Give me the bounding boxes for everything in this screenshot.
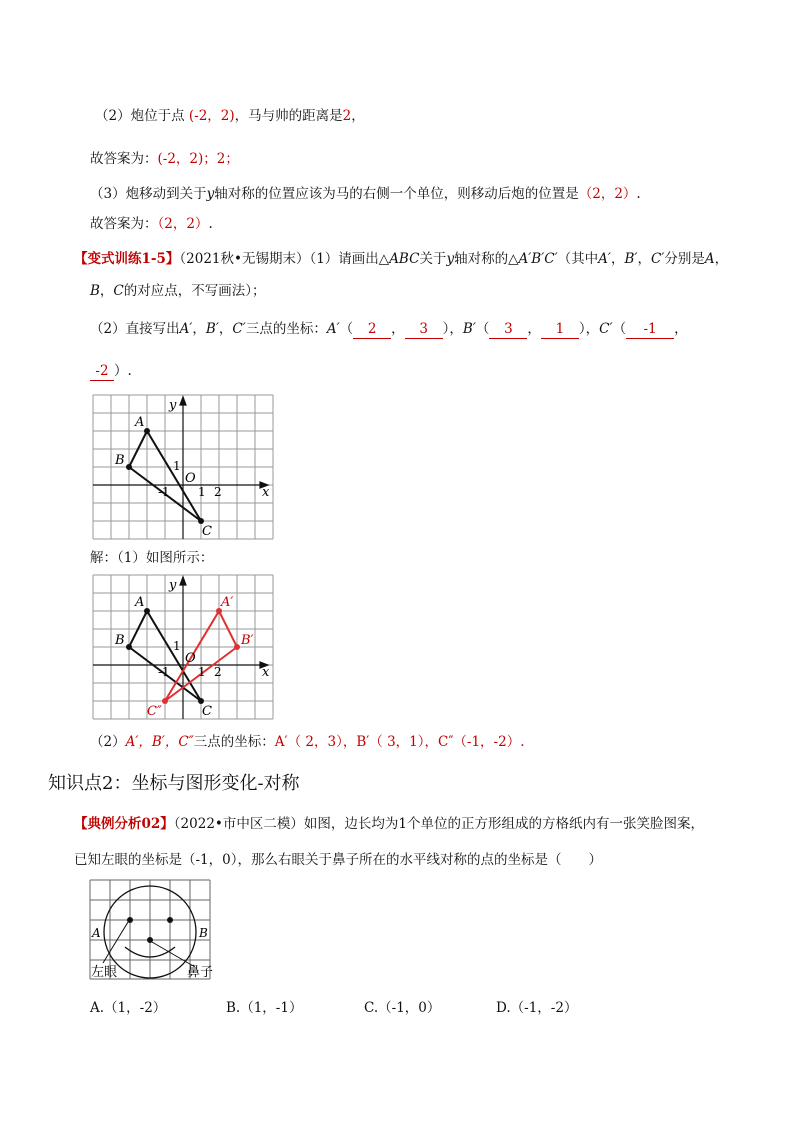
tick-2: 2 xyxy=(214,665,222,679)
example-02-line2: 已知左眼的坐标是（-1，0），那么右眼关于鼻子所在的水平线对称的点的坐标是（ ） xyxy=(74,852,602,868)
label-b: B xyxy=(199,926,208,940)
label-b-prime: B′ xyxy=(241,633,254,648)
point-a xyxy=(144,608,150,614)
exercise-1-5-q2-cont: -2 ）. xyxy=(90,362,132,381)
knowledge-point-heading: 知识点2：坐标与图形变化-对称 xyxy=(48,773,300,794)
solution-part-2: （2）A′，B′，C″三点的坐标：A′（ 2，3），B′（ 3，1），C″（-1，-2）. xyxy=(90,734,525,750)
blank-bx: 3 xyxy=(489,320,527,339)
example-02-line1: 【典例分析02】（2022•市中区二模）如图，边长均为1个单位的正方形组成的方格纸内有一张笑脸图案， xyxy=(74,816,704,832)
point-a xyxy=(144,428,150,434)
blank-cx: -1 xyxy=(626,320,674,339)
label-a: A xyxy=(92,926,101,940)
tick-2: 2 xyxy=(214,485,222,499)
choice-b[interactable]: B.（1，-1） xyxy=(226,1000,303,1016)
label-c-prime: C″ xyxy=(147,704,162,719)
nose-pointer xyxy=(152,942,195,967)
label-b: B xyxy=(115,633,125,648)
left-eye-pointer xyxy=(103,922,128,963)
label-a: A xyxy=(135,415,145,430)
tick-1: 1 xyxy=(198,665,206,679)
y-axis-arrow-icon xyxy=(180,397,186,405)
tick-minus-1: -1 xyxy=(158,485,170,499)
tick-y-1: 1 xyxy=(173,639,181,653)
blank-cy: -2 xyxy=(90,362,114,381)
answer-line-2: （2）炮位于点 (-2，2)，马与帅的距离是2， xyxy=(95,108,365,124)
blank-ax: 2 xyxy=(353,320,391,339)
exercise-1-5-line2: B，C的对应点，不写画法）； xyxy=(90,283,266,299)
blank-ay: 3 xyxy=(405,320,443,339)
coordinate-grid-1 xyxy=(92,394,278,544)
label-c: C xyxy=(202,524,212,539)
choice-d[interactable]: D.（-1，-2） xyxy=(496,1000,578,1016)
label-x: x xyxy=(262,665,270,680)
choice-c[interactable]: C.（-1，0） xyxy=(364,1000,441,1016)
tick-minus-1: -1 xyxy=(158,665,170,679)
y-axis-arrow-icon xyxy=(180,577,186,585)
label-nose: 鼻子 xyxy=(187,965,214,980)
answer-summary-2: 故答案为：（2，2）. xyxy=(90,216,213,232)
solution-label: 解：（1）如图所示： xyxy=(90,550,214,566)
label-y: y xyxy=(169,578,177,593)
point-c-prime xyxy=(162,698,168,704)
label-c: C xyxy=(202,704,212,719)
label-a-prime: A′ xyxy=(221,595,234,610)
label-y: y xyxy=(169,398,177,413)
label-origin: O xyxy=(185,471,196,486)
point-b xyxy=(126,644,132,650)
exercise-1-5-line1: 【变式训练1-5】（2021秋•无锡期末）（1）请画出△ABC关于y轴对称的△A′B′C′（其中A′，B′，C′分别是A， xyxy=(74,251,729,267)
label-origin: O xyxy=(185,651,196,666)
tick-y-1: 1 xyxy=(173,459,181,473)
right-eye xyxy=(167,917,173,923)
label-x: x xyxy=(262,485,270,500)
coordinate-grid-2 xyxy=(92,574,278,724)
answer-line-3: （3）炮移动到关于y轴对称的位置应该为马的右侧一个单位，则移动后炮的位置是（2，2）. xyxy=(90,186,641,202)
label-left-eye: 左眼 xyxy=(91,965,118,980)
tick-1: 1 xyxy=(198,485,206,499)
exercise-1-5-q2: （2）直接写出A′，B′，C′三点的坐标：A′（ 2 ， 3 ），B′（ 3 ， 1 ），C′（ -1 ， xyxy=(90,321,688,337)
point-b-prime xyxy=(234,644,240,650)
point-b xyxy=(126,464,132,470)
label-b: B xyxy=(115,453,125,468)
smiley-face-grid xyxy=(89,879,215,981)
blank-by: 1 xyxy=(541,320,579,339)
choice-a[interactable]: A.（1，-2） xyxy=(90,1000,167,1016)
answer-summary-1: 故答案为：(-2，2)；2； xyxy=(90,151,239,167)
label-a: A xyxy=(135,595,145,610)
